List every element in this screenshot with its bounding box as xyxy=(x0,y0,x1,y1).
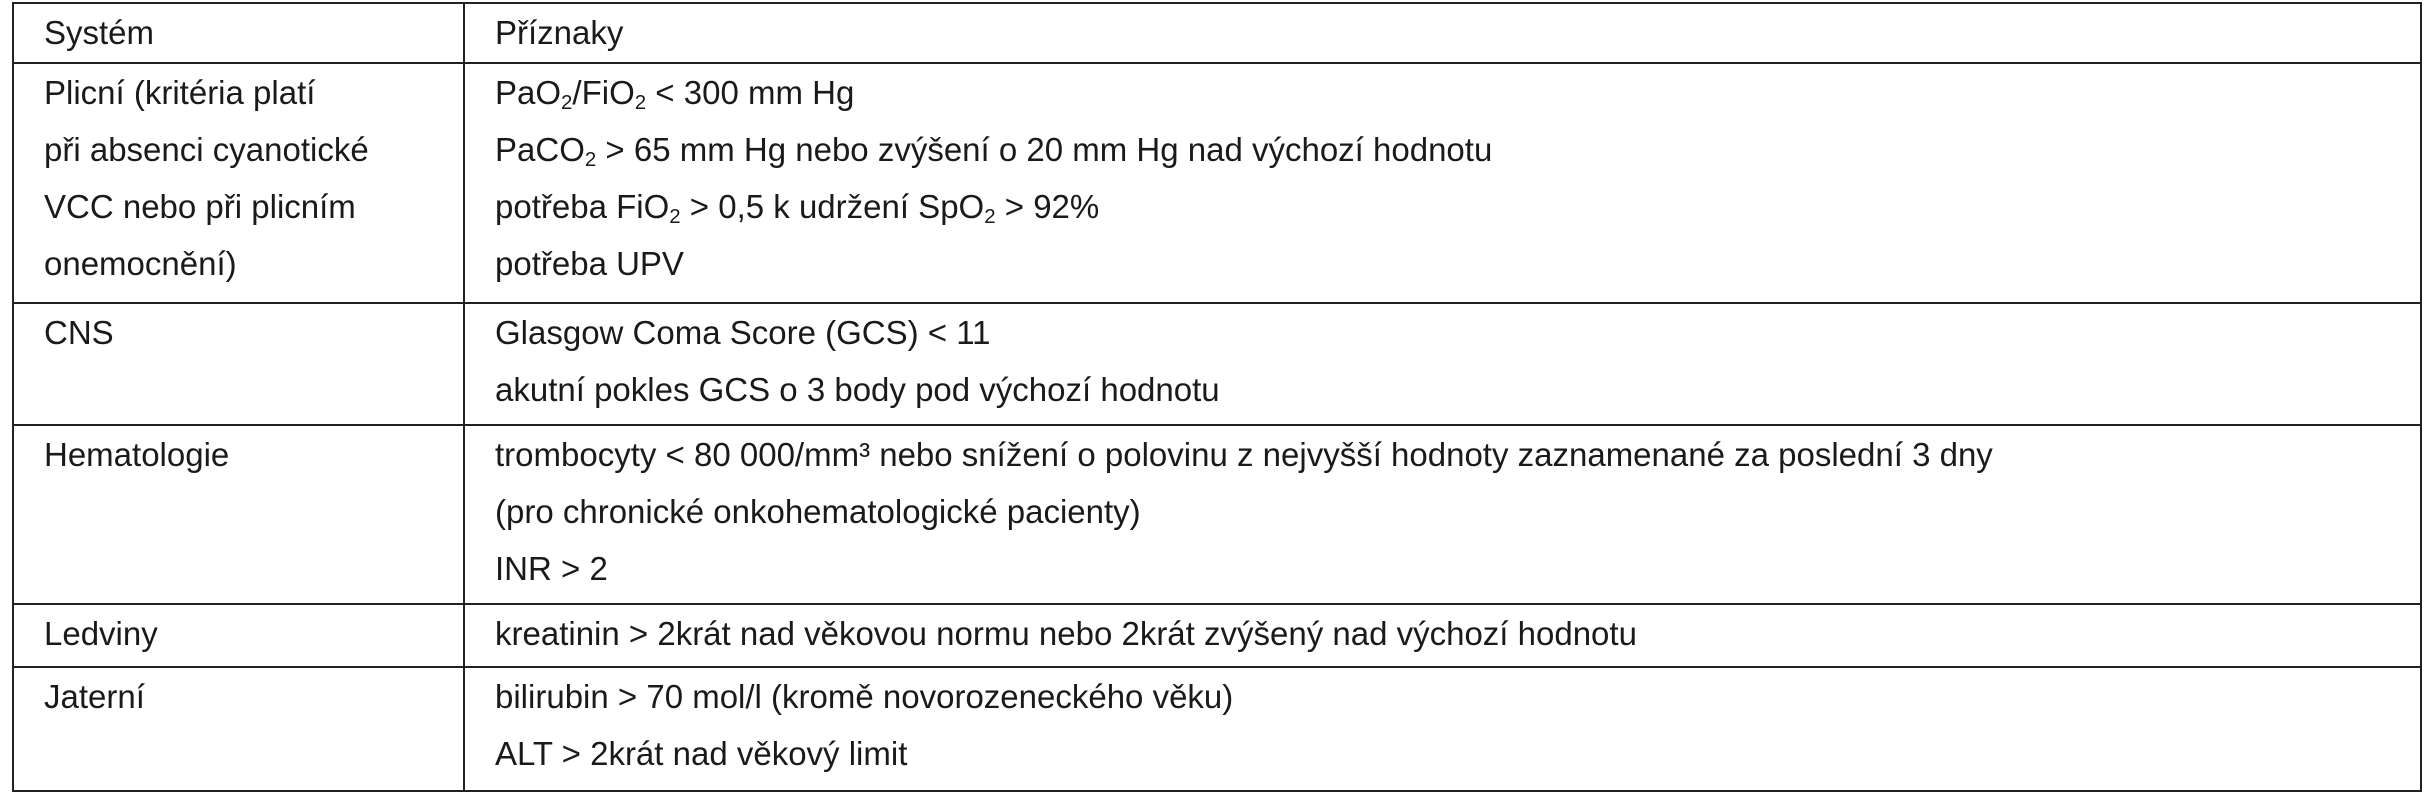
table-row-cns xyxy=(14,303,2420,425)
symptom-line: Glasgow Coma Score (GCS) < 11 xyxy=(495,314,991,352)
system-line: VCC nebo při plicním xyxy=(44,188,356,226)
symptoms-cell xyxy=(464,303,2420,425)
system-cell xyxy=(14,63,464,303)
symptom-line: INR > 2 xyxy=(495,550,608,588)
system-line: Jaterní xyxy=(44,677,145,715)
table-row-ledviny xyxy=(14,604,2420,667)
system-line: Hematologie xyxy=(44,436,230,474)
table-row-plicni xyxy=(14,63,2420,303)
criteria-table-frame xyxy=(12,2,2422,792)
system-cell xyxy=(14,303,464,425)
system-line: CNS xyxy=(44,314,114,352)
symptoms-cell xyxy=(464,425,2420,604)
header-system: Systém xyxy=(14,4,464,63)
symptom-line: (pro chronické onkohematologické pacienty) xyxy=(495,493,1141,531)
symptom-line: PaCO$_2$ > 65 mm Hg nebo zvýšení o 20 mm Hg nad výchozí hodnotu xyxy=(495,131,1493,172)
symptom-line: potřeba FiO$_2$ > 0,5 k udržení SpO$_2$ > 92% xyxy=(495,188,1100,229)
table-header-row xyxy=(14,4,2420,63)
symptoms-cell xyxy=(464,667,2420,790)
system-cell xyxy=(14,425,464,604)
symptom-line: bilirubin > 70 mol/l (kromě novorozeneckého věku) xyxy=(495,677,1234,715)
system-cell xyxy=(14,604,464,667)
table-row-hematologie xyxy=(14,425,2420,604)
symptom-line: potřeba UPV xyxy=(495,245,684,283)
header-symptoms: Příznaky xyxy=(464,4,2420,63)
organ-dysfunction-table xyxy=(14,4,2420,790)
system-line: onemocnění) xyxy=(44,245,237,283)
symptoms-cell xyxy=(464,63,2420,303)
symptom-line: ALT > 2krát nad věkový limit xyxy=(495,734,908,772)
system-line: Ledviny xyxy=(44,615,158,653)
system-line: při absenci cyanotické xyxy=(44,131,369,169)
symptoms-cell xyxy=(464,604,2420,667)
symptom-line: akutní pokles GCS o 3 body pod výchozí hodnotu xyxy=(495,371,1220,409)
table-row-jaterni xyxy=(14,667,2420,790)
symptom-line: kreatinin > 2krát nad věkovou normu nebo 2krát zvýšený nad výchozí hodnotu xyxy=(495,615,1637,653)
system-cell xyxy=(14,667,464,790)
symptom-line: trombocyty < 80 000/mm³ nebo snížení o polovinu z nejvyšší hodnoty zaznamenané za poslední 3 dny xyxy=(495,436,1993,474)
symptom-line: PaO$_2$/FiO$_2$ < 300 mm Hg xyxy=(495,74,855,115)
system-line: Plicní (kritéria platí xyxy=(44,74,316,112)
